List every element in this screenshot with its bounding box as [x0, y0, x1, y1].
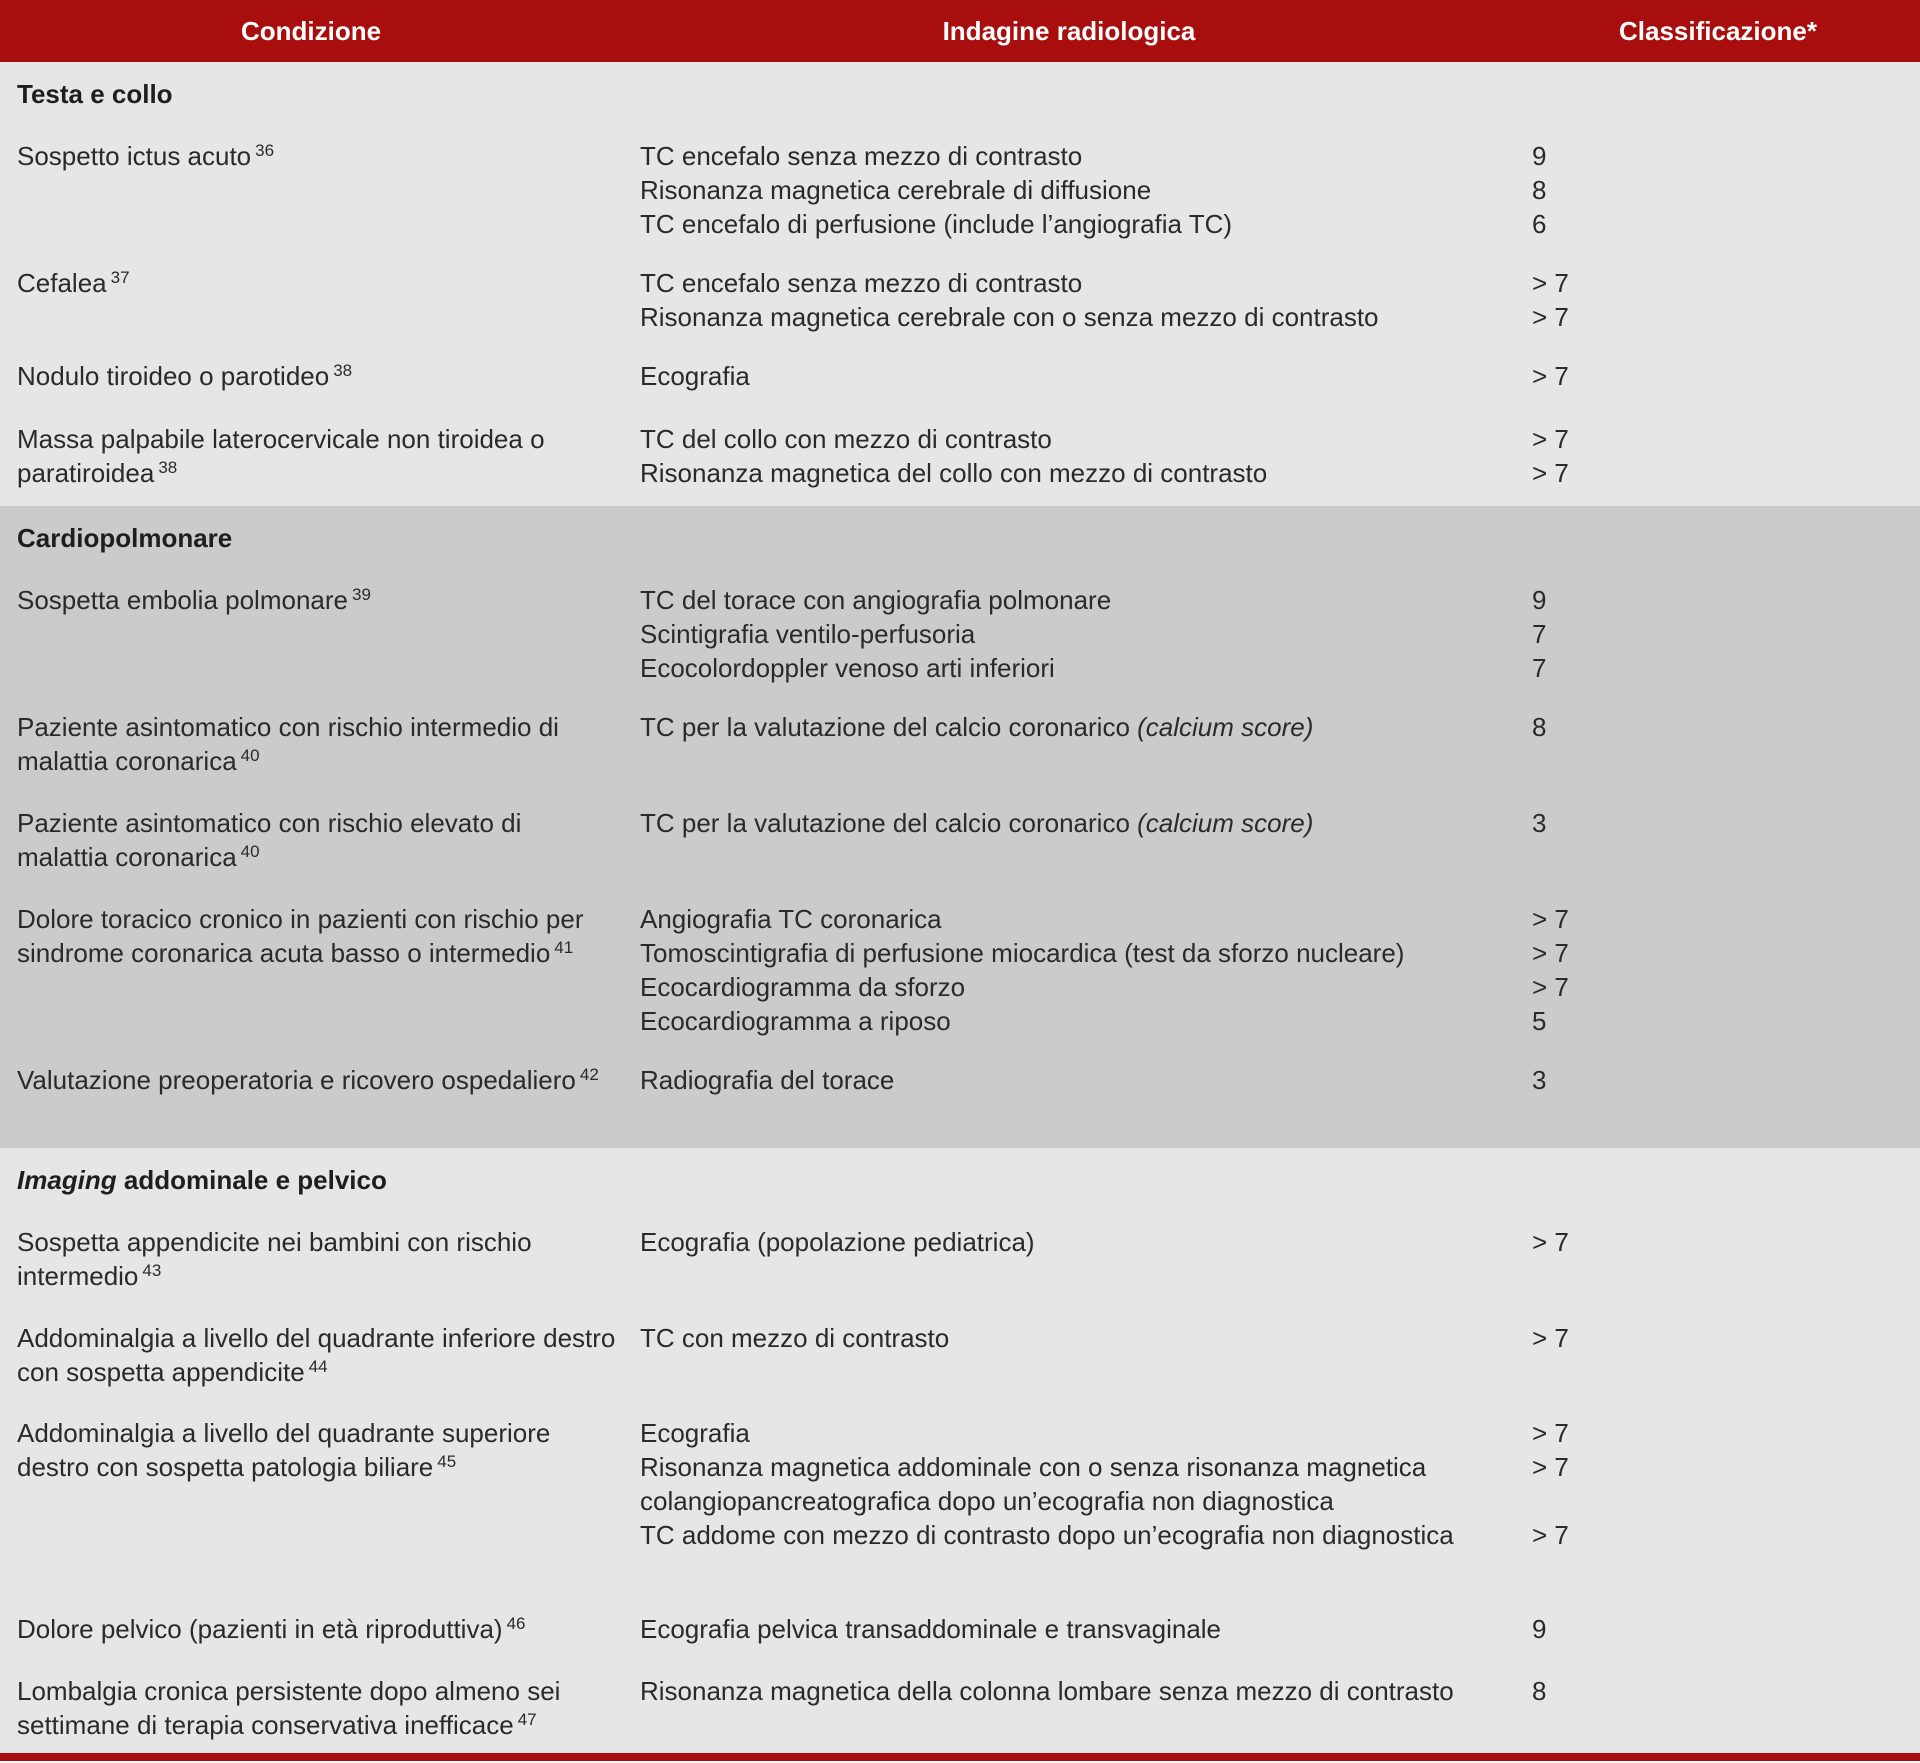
classification-cell: > 7 > 7 [1532, 424, 1569, 488]
condition-cell: Dolore toracico cronico in pazienti con rischio per sindrome coronarica acuta basso o intermedio $^{41}$ [17, 904, 584, 968]
investigation-cell: Ecografia Risonanza magnetica addominale con o senza risonanza magnetica colangiopancreatografica dopo un’ecografia non diagnostica TC addome con mezzo di contrasto dopo un’ecografia non diagnostica [640, 1418, 1454, 1550]
investigation-cell: TC con mezzo di contrasto [640, 1323, 950, 1353]
reference-number: 40 [240, 842, 260, 861]
reference-number: 37 [110, 268, 130, 287]
investigation-cell: Ecografia pelvica transaddominale e transvaginale [640, 1614, 1222, 1644]
section-title: Imaging addominale e pelvico [17, 1165, 387, 1195]
reference-number: 44 [308, 1357, 328, 1376]
investigation-cell: Radiografia del torace [640, 1065, 895, 1095]
condition-cell: Sospetta appendicite nei bambini con rischio intermedio $^{43}$ [17, 1227, 532, 1291]
section-title: Testa e collo [17, 79, 173, 109]
condition-cell: Valutazione preoperatoria e ricovero ospedaliero $^{42}$ [17, 1065, 599, 1095]
reference-number: 43 [142, 1261, 162, 1280]
investigation-cell: TC per la valutazione del calcio coronarico (calcium score) [640, 808, 1314, 838]
reference-number: 40 [240, 746, 260, 765]
classification-cell: > 7 [1532, 1323, 1569, 1353]
reference-number: 47 [517, 1710, 537, 1729]
section-cardiopulmonary [0, 506, 1920, 1148]
investigation-cell: Ecografia [640, 361, 750, 391]
table-header [0, 0, 1920, 62]
classification-cell: > 7 [1532, 361, 1569, 391]
classification-cell: 8 [1532, 712, 1547, 742]
investigation-cell: TC del collo con mezzo di contrasto Risonanza magnetica del collo con mezzo di contrasto [640, 424, 1268, 488]
reference-number: 46 [506, 1614, 526, 1633]
classification-cell: 8 [1532, 1676, 1547, 1706]
reference-number: 38 [158, 458, 178, 477]
investigation-cell: TC encefalo senza mezzo di contrasto Risonanza magnetica cerebrale di diffusione TC encefalo di perfusione (include l’angiografia TC) [640, 141, 1233, 239]
investigation-cell: Angiografia TC coronarica Tomoscintigrafia di perfusione miocardica (test da sforzo nucleare) Ecocardiogramma da sforzo Ecocardiogramma a riposo [640, 904, 1405, 1036]
section-title: Cardiopolmonare [17, 523, 233, 553]
reference-number: 36 [255, 141, 275, 160]
condition-cell: Addominalgia a livello del quadrante inferiore destro con sospetta appendicite $^{44}$ [17, 1323, 616, 1387]
condition-cell: Addominalgia a livello del quadrante superiore destro con sospetta patologia biliare $^{45}$ [17, 1418, 551, 1482]
condition-cell: Massa palpabile laterocervicale non tiroidea o paratiroidea $^{38}$ [17, 424, 545, 488]
classification-cell: 9 8 6 [1532, 141, 1547, 239]
section-abdominal-pelvic [0, 1148, 1920, 1753]
investigation-cell: Ecografia (popolazione pediatrica) [640, 1227, 1035, 1257]
header-classification: Classificazione* [1619, 16, 1817, 46]
investigation-cell: Risonanza magnetica della colonna lombare senza mezzo di contrasto [640, 1676, 1454, 1706]
condition-cell: Paziente asintomatico con rischio elevato di malattia coronarica $^{40}$ [17, 808, 522, 872]
condition-cell: Sospetta embolia polmonare $^{39}$ [17, 585, 371, 615]
condition-cell: Nodulo tiroideo o parotideo $^{38}$ [17, 361, 353, 391]
header-investigation: Indagine radiologica [942, 16, 1196, 46]
classification-cell: > 7 [1532, 1227, 1569, 1257]
condition-cell: Paziente asintomatico con rischio intermedio di malattia coronarica $^{40}$ [17, 712, 559, 776]
section-head-neck [0, 62, 1920, 506]
classification-cell: > 7 > 7 [1532, 268, 1569, 332]
investigation-cell: TC per la valutazione del calcio coronarico (calcium score) [640, 712, 1314, 742]
condition-cell: Lombalgia cronica persistente dopo almeno sei settimane di terapia conservativa inefficace $^{47}$ [17, 1676, 561, 1740]
classification-cell: > 7 > 7 > 7 5 [1532, 904, 1569, 1036]
condition-cell: Dolore pelvico (pazienti in età riproduttiva) $^{46}$ [17, 1614, 526, 1644]
header-condition: Condizione [240, 16, 382, 46]
reference-number: 45 [437, 1452, 457, 1471]
classification-cell: 9 7 7 [1532, 585, 1547, 683]
reference-number: 41 [554, 938, 574, 957]
investigation-cell: TC encefalo senza mezzo di contrasto Risonanza magnetica cerebrale con o senza mezzo di contrasto [640, 268, 1379, 332]
classification-cell: 9 [1532, 1614, 1547, 1644]
reference-number: 38 [333, 361, 353, 380]
classification-cell: 3 [1532, 1065, 1547, 1095]
condition-cell: Sospetto ictus acuto $^{36}$ [17, 141, 275, 171]
reference-number: 39 [351, 585, 371, 604]
reference-number: 42 [579, 1065, 599, 1084]
classification-cell: 3 [1532, 808, 1547, 838]
classification-cell: > 7 > 7 > 7 [1532, 1418, 1569, 1550]
bottom-rule [0, 1753, 1920, 1761]
investigation-cell: TC del torace con angiografia polmonare Scintigrafia ventilo-perfusoria Ecocolordoppler venoso arti inferiori [640, 585, 1112, 683]
condition-cell: Cefalea $^{37}$ [17, 268, 130, 298]
